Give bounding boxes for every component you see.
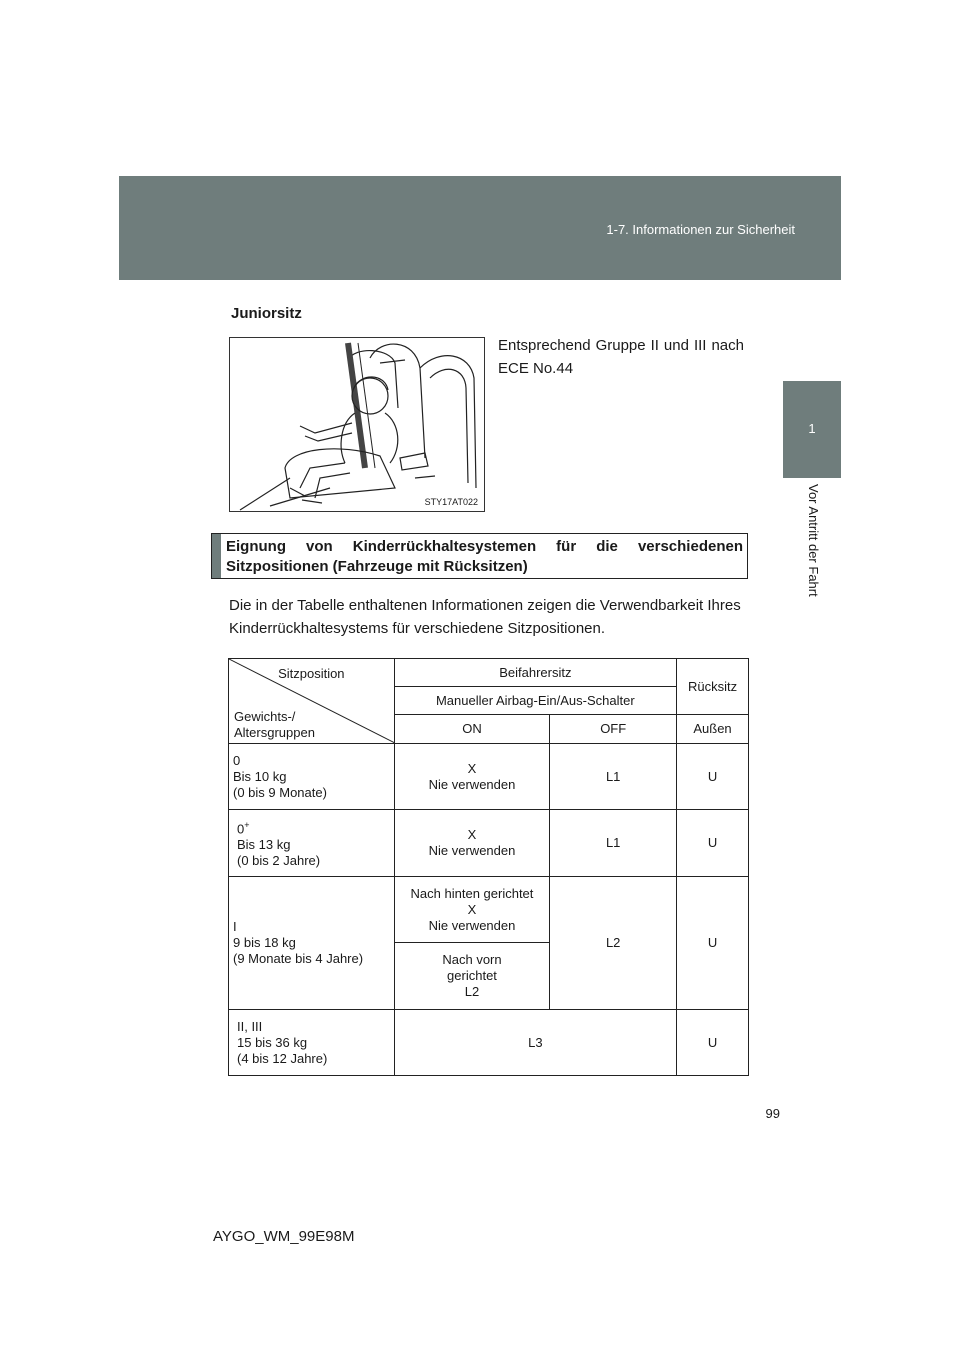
group-cell xyxy=(229,744,395,810)
cell-line: L2 xyxy=(464,984,480,999)
group-line: Bis 13 kg xyxy=(237,837,291,853)
cell-line: Nach vorn xyxy=(442,952,502,967)
cell-line: gerichtet xyxy=(447,968,497,983)
off-cell: L1 xyxy=(550,810,677,877)
table-corner-cell xyxy=(229,659,395,744)
group-line: (9 Monate bis 4 Jahre) xyxy=(233,951,364,966)
table-row xyxy=(229,1010,749,1076)
corner-weight-line1: Gewichts-/ xyxy=(234,709,296,724)
group-line: 9 bis 18 kg xyxy=(233,935,296,950)
group-cell xyxy=(229,877,395,1010)
on-rear-facing-cell xyxy=(394,877,550,943)
child-in-booster-seat-icon xyxy=(230,338,484,511)
group-cell xyxy=(229,1010,395,1076)
chapter-tab xyxy=(783,381,841,478)
group-line: II, III xyxy=(237,1018,263,1034)
outer-cell: U xyxy=(677,1010,749,1076)
chapter-label: Vor Antritt der Fahrt xyxy=(806,484,821,597)
corner-weight-line2: Altersgruppen xyxy=(234,725,315,740)
group-superscript: + xyxy=(244,819,250,830)
section-heading-bar xyxy=(212,534,221,578)
corner-weight-groups xyxy=(234,709,315,741)
header-outer: Außen xyxy=(677,715,749,744)
cell-line: Nie verwenden xyxy=(428,917,516,933)
cell-line: X xyxy=(467,827,477,842)
group-line: (0 bis 2 Jahre) xyxy=(237,853,321,869)
table-row xyxy=(229,810,749,877)
chapter-number: 1 xyxy=(808,421,816,436)
page-number: 99 xyxy=(765,1106,780,1121)
group-line xyxy=(237,817,390,837)
group-value: 0 xyxy=(237,821,245,837)
table-row xyxy=(229,744,749,810)
cell-line: X xyxy=(467,901,477,917)
off-cell: L1 xyxy=(550,744,677,810)
group-line: (0 bis 9 Monate) xyxy=(233,784,327,800)
header-on: ON xyxy=(394,715,550,744)
header-off: OFF xyxy=(550,715,677,744)
cell-line: X xyxy=(467,760,477,776)
group-line: I xyxy=(233,919,237,934)
off-cell: L2 xyxy=(550,877,677,1010)
section-heading-box xyxy=(211,533,748,579)
section-label: 1-7. Informationen zur Sicherheit xyxy=(606,222,795,237)
section-heading: Eignung von Kinderrückhaltesystemen für die verschiedenen Sitzpositionen (Fahrzeuge mit Rücksitzen) xyxy=(226,538,743,575)
group-cell xyxy=(229,810,395,877)
junior-seat-description: Entsprechend Gruppe II und III nach ECE No.44 xyxy=(498,337,744,377)
cell-line: Nie verwenden xyxy=(428,776,516,792)
group-line: 15 bis 36 kg xyxy=(237,1034,308,1050)
corner-seat-position: Sitzposition xyxy=(278,666,345,681)
on-cell xyxy=(394,810,550,877)
on-front-facing-cell xyxy=(394,943,550,1010)
suitability-table xyxy=(228,658,749,1076)
cell-line: Nach hinten gerichtet xyxy=(410,885,534,901)
group-line: 0 xyxy=(233,752,241,768)
header-front-seat: Beifahrersitz xyxy=(394,659,676,687)
header-band xyxy=(119,176,841,280)
front-merged-cell: L3 xyxy=(394,1010,676,1076)
group-line: Bis 10 kg xyxy=(233,768,287,784)
on-cell xyxy=(394,744,550,810)
figure-label: STY17AT022 xyxy=(424,497,478,507)
junior-seat-illustration xyxy=(229,337,485,512)
header-rear-seat: Rücksitz xyxy=(677,659,749,715)
group-line: (4 bis 12 Jahre) xyxy=(237,1050,328,1066)
table-row xyxy=(229,877,749,943)
outer-cell: U xyxy=(677,810,749,877)
outer-cell: U xyxy=(677,877,749,1010)
junior-seat-title: Juniorsitz xyxy=(231,305,302,322)
header-airbag-switch: Manueller Airbag-Ein/Aus-Schalter xyxy=(394,687,676,715)
section-intro: Die in der Tabelle enthaltenen Informationen zeigen die Verwendbarkeit Ihres Kinderrückhaltesystems für verschiedene Sitzpositionen. xyxy=(229,597,741,637)
outer-cell: U xyxy=(677,744,749,810)
cell-line: Nie verwenden xyxy=(428,843,516,858)
document-code: AYGO_WM_99E98M xyxy=(213,1228,355,1245)
